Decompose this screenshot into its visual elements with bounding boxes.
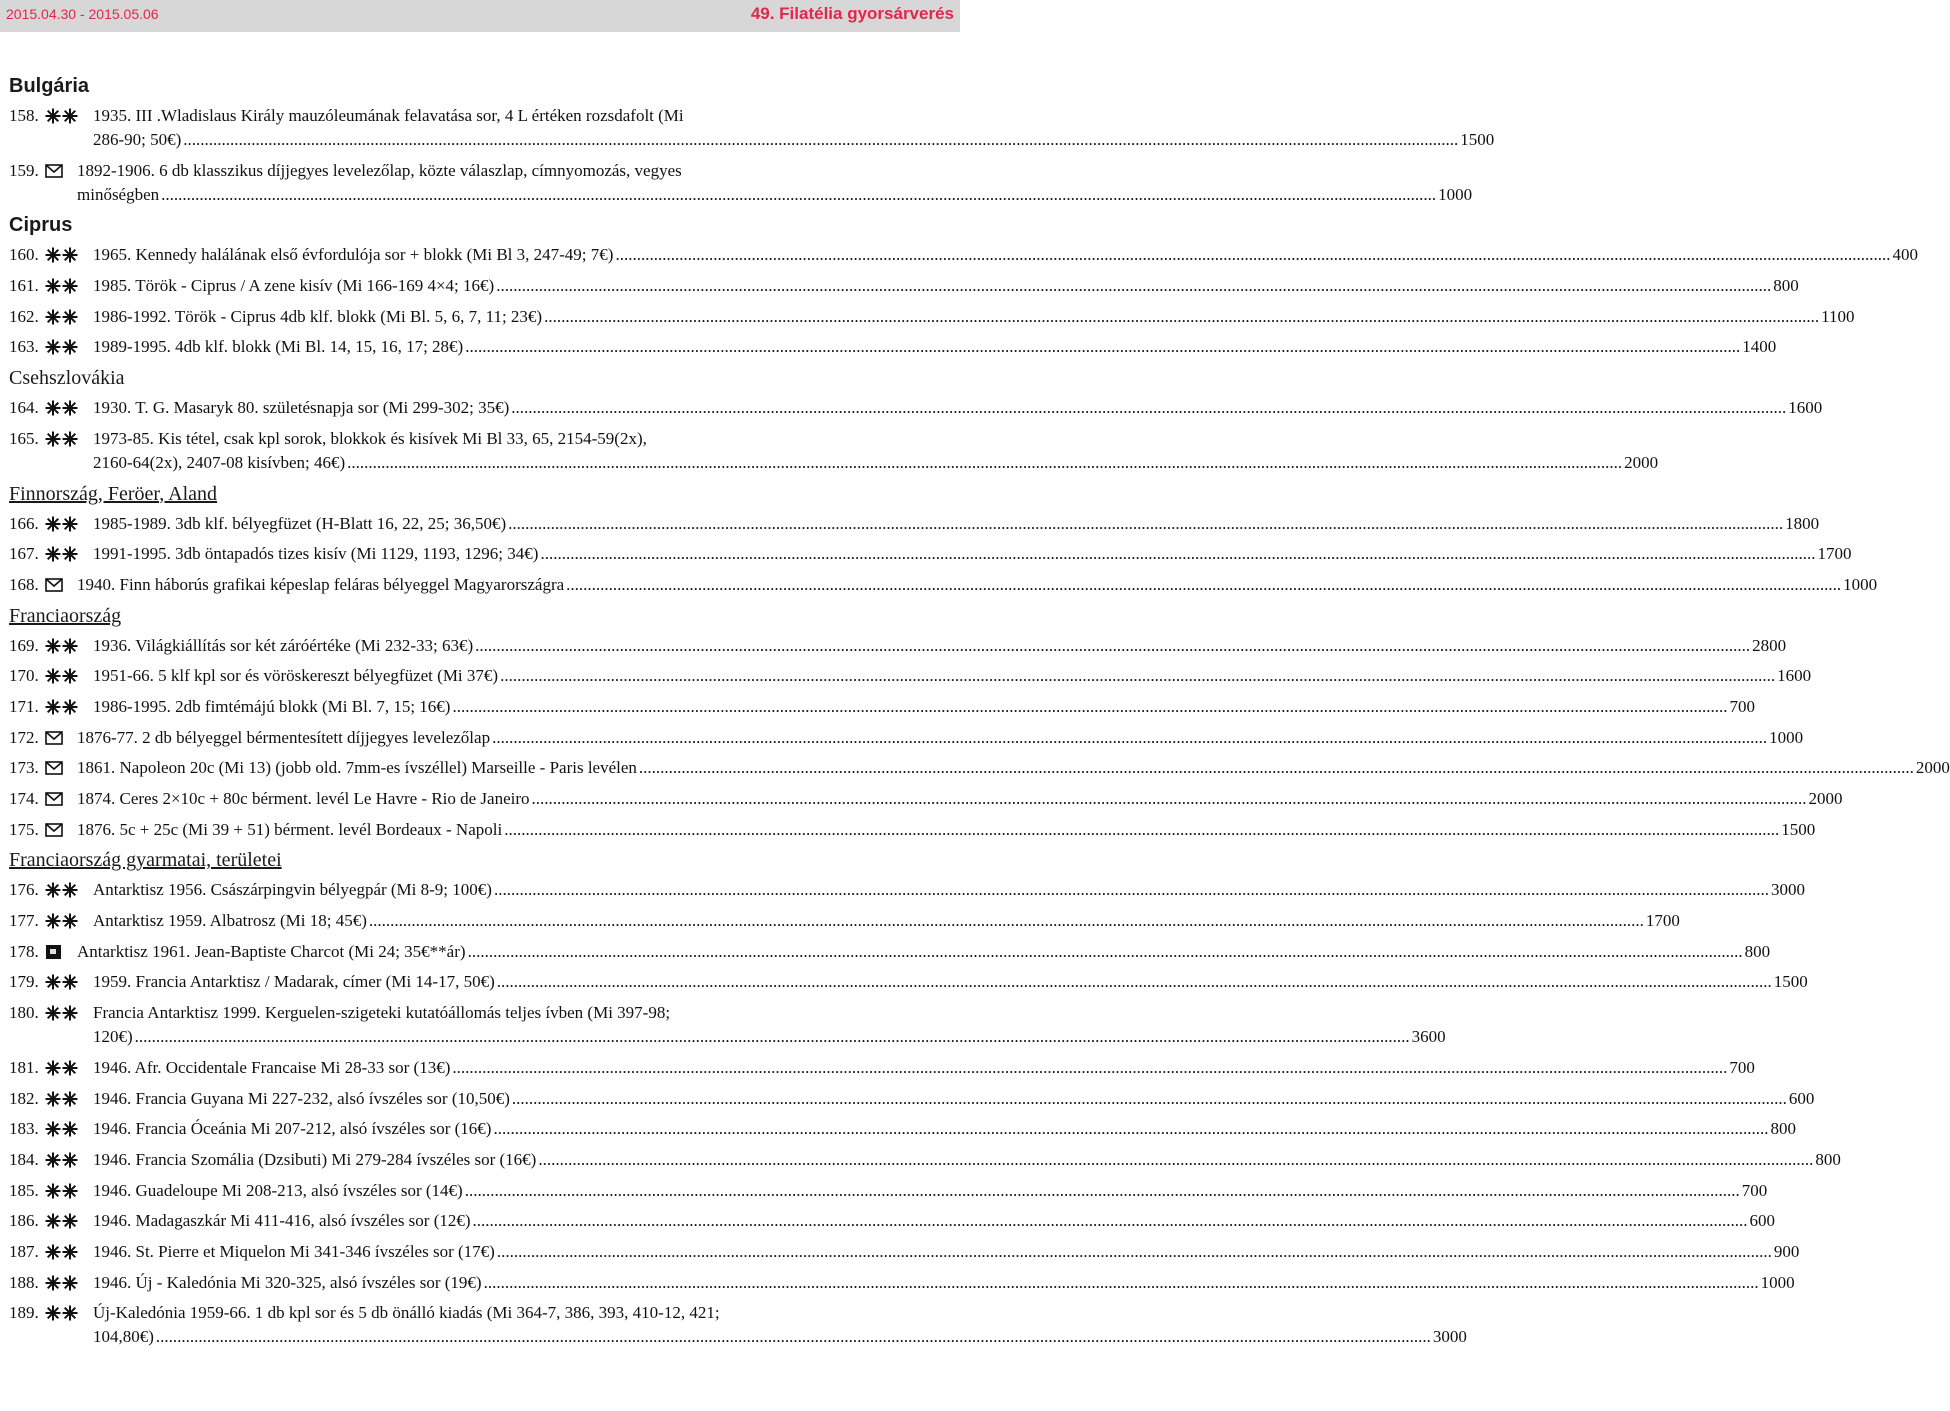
lot-price: 600 — [1788, 1088, 1815, 1108]
lot-description-line: 1946. Francia Szomália (Dzsibuti) Mi 279-284 ívszéles sor (16€) — [93, 1149, 537, 1169]
lot-number: 170. — [9, 666, 39, 686]
dot-leader: ............................................................................................................................................................................................................................................................................................................ — [508, 513, 1784, 533]
double-star-icon — [45, 1182, 79, 1200]
lot-price: 800 — [1744, 941, 1771, 961]
lot-description-line: 1965. Kennedy halálának első évfordulója sor + blokk (Mi Bl 3, 247-49; 7€) — [93, 245, 614, 265]
lot-item — [9, 664, 1812, 688]
lot-price: 3000 — [1432, 1327, 1467, 1347]
lot-number: 164. — [9, 398, 39, 418]
lot-number: 160. — [9, 245, 39, 265]
lot-price: 1500 — [1460, 130, 1495, 149]
double-star-icon — [45, 881, 79, 899]
lot-description-line: 1876-77. 2 db bélyeggel bérmentesített díjjegyes levelezőlap — [77, 727, 491, 747]
double-star-icon — [45, 637, 79, 655]
lot-item — [9, 787, 1843, 811]
dot-leader: ............................................................................................................................................................................................................................................................................................................ — [638, 758, 1914, 778]
lot-number: 168. — [9, 574, 39, 594]
dot-leader: ............................................................................................................................................................................................................................................................................................................ — [183, 130, 1459, 149]
lot-description-line: 1861. Napoleon 20c (Mi 13) (jobb old. 7mm-es ívszéllel) Marseille - Paris levélen — [77, 758, 637, 778]
dot-leader: ............................................................................................................................................................................................................................................................................................................ — [161, 184, 1437, 204]
lot-item — [9, 243, 1918, 267]
lot-item — [9, 104, 1495, 152]
lot-number: 169. — [9, 635, 39, 655]
double-star-icon — [45, 338, 79, 356]
lot-description-line: Antarktisz 1956. Császárpingvin bélyegpár (Mi 8-9; 100€) — [93, 880, 492, 900]
dot-leader: ............................................................................................................................................................................................................................................................................................................ — [347, 452, 1623, 472]
lot-price: 1500 — [1781, 819, 1816, 839]
lot-number: 185. — [9, 1180, 39, 1200]
lot-number: 165. — [9, 428, 39, 448]
lot-item — [9, 1301, 1467, 1349]
dot-leader: ............................................................................................................................................................................................................................................................................................................ — [467, 941, 1743, 961]
lot-description-line: 1989-1995. 4db klf. blokk (Mi Bl. 14, 15, 16, 17; 28€) — [93, 337, 464, 357]
lot-description-line: 1946. Madagaszkár Mi 411-416, alsó ívszéles sor (12€) — [93, 1211, 471, 1231]
double-star-icon — [45, 515, 79, 533]
dot-leader: ............................................................................................................................................................................................................................................................................................................ — [496, 276, 1772, 296]
dot-leader: ............................................................................................................................................................................................................................................................................................................ — [500, 666, 1776, 686]
lot-number: 189. — [9, 1303, 39, 1323]
lot-price: 800 — [1770, 1119, 1796, 1139]
lot-number: 176. — [9, 880, 39, 900]
dot-leader: ............................................................................................................................................................................................................................................................................................................ — [368, 911, 1644, 931]
lot-item — [9, 1056, 1755, 1080]
lot-number: 167. — [9, 544, 39, 564]
double-star-icon — [45, 1151, 79, 1169]
lot-item — [9, 305, 1855, 329]
lot-description-line: 1946. Új - Kaledónia Mi 320-325, alsó ívszéles sor (19€) — [93, 1272, 482, 1292]
double-star-icon — [45, 1304, 79, 1322]
lot-number: 179. — [9, 972, 39, 992]
lot-description-line: minőségben — [77, 184, 160, 204]
lot-description-line: 1959. Francia Antarktisz / Madarak, címer (Mi 14-17, 50€) — [93, 972, 495, 992]
lot-price: 1100 — [1821, 306, 1855, 326]
envelope-icon — [45, 759, 63, 777]
section-title: Finnország, Feröer, Aland — [9, 482, 218, 505]
double-star-icon — [45, 1059, 79, 1077]
double-star-icon — [45, 277, 79, 295]
lot-number: 173. — [9, 758, 39, 778]
dot-leader: ............................................................................................................................................................................................................................................................................................................ — [452, 696, 1728, 716]
lot-item — [9, 1148, 1841, 1172]
catalog-content — [9, 74, 1950, 1356]
double-star-icon — [45, 1243, 79, 1261]
double-star-icon — [45, 545, 79, 563]
double-star-icon — [45, 912, 79, 930]
lot-description-line: 1946. St. Pierre et Miquelon Mi 341-346 ívszéles sor (17€) — [93, 1241, 495, 1261]
dot-leader: ............................................................................................................................................................................................................................................................................................................ — [464, 1180, 1740, 1200]
double-star-icon — [45, 1004, 79, 1022]
lot-description-line: 1892-1906. 6 db klasszikus díjjegyes levelezőlap, közte válaszlap, címnyomozás, vegyes — [77, 160, 682, 180]
double-star-icon — [45, 973, 79, 991]
double-star-icon — [45, 107, 79, 125]
lot-item — [9, 695, 1755, 719]
lot-price: 1400 — [1742, 337, 1777, 357]
lot-item — [9, 159, 1473, 207]
section-title: Franciaország — [9, 604, 122, 627]
dot-leader: ............................................................................................................................................................................................................................................................................................................ — [475, 635, 1751, 655]
lot-item — [9, 573, 1878, 597]
lot-price: 1700 — [1645, 911, 1680, 931]
lot-item — [9, 1087, 1815, 1111]
lot-number: 158. — [9, 106, 39, 125]
lot-price: 1600 — [1788, 398, 1823, 418]
lot-price: 1600 — [1777, 666, 1812, 686]
lot-price: 3600 — [1411, 1027, 1446, 1047]
dot-leader: ............................................................................................................................................................................................................................................................................................................ — [531, 789, 1807, 808]
dot-leader: ............................................................................................................................................................................................................................................................................................................ — [538, 1149, 1814, 1169]
dot-leader: ............................................................................................................................................................................................................................................................................................................ — [134, 1027, 1410, 1047]
lot-description-line: 1991-1995. 3db öntapadós tizes kisív (Mi 1129, 1193, 1296; 34€) — [93, 544, 539, 564]
double-star-icon — [45, 1090, 79, 1108]
lot-description-line: 1876. 5c + 25c (Mi 39 + 51) bérment. levél Bordeaux - Napoli — [77, 819, 503, 839]
section-title: Franciaország gyarmatai, területei — [9, 849, 282, 872]
dot-leader: ............................................................................................................................................................................................................................................................................................................ — [465, 337, 1741, 357]
lot-price: 1800 — [1785, 513, 1820, 533]
lot-item — [9, 1240, 1800, 1264]
lot-item — [9, 970, 1808, 994]
lot-number: 174. — [9, 789, 39, 808]
lot-item — [9, 1271, 1795, 1295]
lot-description-line: 104,80€) — [93, 1327, 154, 1347]
lot-item — [9, 909, 1680, 933]
double-star-icon — [45, 308, 79, 326]
dot-leader: ............................................................................................................................................................................................................................................................................................................ — [472, 1211, 1748, 1231]
dot-leader: ............................................................................................................................................................................................................................................................................................................ — [492, 727, 1768, 747]
dot-leader: ............................................................................................................................................................................................................................................................................................................ — [511, 1088, 1787, 1108]
lot-price: 2000 — [1624, 452, 1659, 472]
section-title: Ciprus — [9, 214, 73, 237]
dot-leader: ............................................................................................................................................................................................................................................................................................................ — [493, 1119, 1769, 1139]
lot-description-line: 1951-66. 5 klf kpl sor és vöröskereszt bélyegfüzet (Mi 37€) — [93, 666, 499, 686]
dot-leader: ............................................................................................................................................................................................................................................................................................................ — [452, 1057, 1728, 1077]
lot-item — [9, 634, 1787, 658]
lot-number: 183. — [9, 1119, 39, 1139]
lot-description-line: 120€) — [93, 1027, 133, 1047]
lot-description-line: 1946. Francia Óceánia Mi 207-212, alsó ívszéles sor (16€) — [93, 1119, 492, 1139]
lot-item — [9, 396, 1823, 420]
header-title: 49. Filatélia gyorsárverés — [750, 4, 954, 23]
lot-item — [9, 1179, 1768, 1203]
lot-price: 800 — [1815, 1149, 1841, 1169]
lot-item — [9, 818, 1816, 842]
dot-leader: ............................................................................................................................................................................................................................................................................................................ — [155, 1327, 1431, 1347]
lot-number: 177. — [9, 911, 39, 931]
envelope-icon — [45, 729, 63, 747]
lot-description-line: 1973-85. Kis tétel, csak kpl sorok, blokkok és kisívek Mi Bl 33, 65, 2154-59(2x), — [93, 428, 647, 448]
lot-number: 166. — [9, 513, 39, 533]
lot-price: 2800 — [1752, 635, 1787, 655]
lot-price: 1500 — [1773, 972, 1808, 992]
lot-description-line: 1985-1989. 3db klf. bélyegfüzet (H-Blatt 16, 22, 25; 36,50€) — [93, 513, 507, 533]
lot-number: 171. — [9, 696, 39, 716]
lot-number: 161. — [9, 276, 39, 296]
dot-leader: ............................................................................................................................................................................................................................................................................................................ — [544, 306, 1820, 326]
lot-item — [9, 1117, 1796, 1141]
lot-number: 187. — [9, 1241, 39, 1261]
lot-item — [9, 756, 1950, 780]
lot-price: 2000 — [1915, 758, 1950, 778]
lot-description-line: 1874. Ceres 2×10c + 80c bérment. levél Le Havre - Rio de Janeiro — [77, 789, 530, 808]
lot-description-line: 1936. Világkiállítás sor két záróértéke (Mi 232-33; 63€) — [93, 635, 474, 655]
lot-description-line: 1986-1992. Török - Ciprus 4db klf. blokk (Mi Bl. 5, 6, 7, 11; 23€) — [93, 306, 543, 326]
lot-description-line: 1986-1995. 2db fimtémájú blokk (Mi Bl. 7, 15; 16€) — [93, 696, 451, 716]
lot-number: 181. — [9, 1057, 39, 1077]
lot-price: 1700 — [1817, 544, 1852, 564]
lot-description-line: Antarktisz 1961. Jean-Baptiste Charcot (Mi 24; 35€**ár) — [77, 941, 466, 961]
lot-number: 162. — [9, 306, 39, 326]
lot-price: 2000 — [1808, 789, 1843, 808]
lot-price: 700 — [1729, 696, 1755, 716]
lot-price: 600 — [1749, 1211, 1776, 1231]
lot-description-line: 2160-64(2x), 2407-08 kisívben; 46€) — [93, 452, 346, 472]
lot-item — [9, 940, 1771, 964]
lot-description-line: 1985. Török - Ciprus / A zene kisív (Mi 166-169 4×4; 16€) — [93, 276, 495, 296]
lot-item — [9, 512, 1820, 536]
lot-number: 172. — [9, 727, 39, 747]
section-title: Csehszlovákia — [9, 367, 125, 390]
lot-number: 180. — [9, 1003, 39, 1023]
lot-description-line: Új-Kaledónia 1959-66. 1 db kpl sor és 5 db önálló kiadás (Mi 364-7, 386, 393, 410-12, 421; — [93, 1303, 720, 1323]
envelope-icon — [45, 821, 63, 839]
double-star-icon — [45, 1212, 79, 1230]
lot-number: 178. — [9, 941, 39, 961]
lot-price: 900 — [1773, 1241, 1800, 1261]
lot-item — [9, 335, 1777, 359]
lot-number: 182. — [9, 1088, 39, 1108]
lot-description-line: 1946. Afr. Occidentale Francaise Mi 28-33 sor (13€) — [93, 1057, 451, 1077]
header-date-range: 2015.04.30 - 2015.05.06 — [6, 6, 159, 22]
lot-item — [9, 542, 1852, 566]
lot-number: 175. — [9, 819, 39, 839]
double-star-icon — [45, 667, 79, 685]
lot-description-line: Antarktisz 1959. Albatrosz (Mi 18; 45€) — [93, 911, 367, 931]
dot-leader: ............................................................................................................................................................................................................................................................................................................ — [540, 544, 1816, 564]
lot-price: 700 — [1741, 1180, 1768, 1200]
lot-number: 186. — [9, 1211, 39, 1231]
page-header — [0, 0, 960, 32]
lot-number: 184. — [9, 1149, 39, 1169]
double-star-icon — [45, 1120, 79, 1138]
lot-price: 3000 — [1770, 880, 1805, 900]
double-star-icon — [45, 1274, 79, 1292]
lot-price: 1000 — [1760, 1272, 1795, 1292]
envelope-icon — [45, 576, 63, 594]
lot-number: 188. — [9, 1272, 39, 1292]
lot-item — [9, 427, 1659, 475]
double-star-icon — [45, 698, 79, 716]
lot-description-line: 1946. Guadeloupe Mi 208-213, alsó ívszéles sor (14€) — [93, 1180, 463, 1200]
lot-description-line: 1940. Finn háborús grafikai képeslap feláras bélyeggel Magyarországra — [77, 574, 565, 594]
envelope-icon — [45, 162, 63, 180]
lot-number: 163. — [9, 337, 39, 357]
lot-price: 1000 — [1438, 184, 1473, 204]
dot-leader: ............................................................................................................................................................................................................................................................................................................ — [496, 972, 1772, 992]
black-square-icon — [45, 943, 63, 961]
dot-leader: ............................................................................................................................................................................................................................................................................................................ — [504, 819, 1780, 839]
dot-leader: ............................................................................................................................................................................................................................................................................................................ — [615, 245, 1891, 265]
lot-description-line: 1946. Francia Guyana Mi 227-232, alsó ívszéles sor (10,50€) — [93, 1088, 510, 1108]
double-star-icon — [45, 430, 79, 448]
lot-number: 159. — [9, 160, 39, 180]
dot-leader: ............................................................................................................................................................................................................................................................................................................ — [511, 398, 1787, 418]
lot-item — [9, 878, 1805, 902]
dot-leader: ............................................................................................................................................................................................................................................................................................................ — [566, 574, 1842, 594]
lot-description-line: 286-90; 50€) — [93, 130, 182, 149]
lot-price: 700 — [1729, 1057, 1755, 1077]
lot-price: 1000 — [1843, 574, 1878, 594]
dot-leader: ............................................................................................................................................................................................................................................................................................................ — [483, 1272, 1759, 1292]
dot-leader: ............................................................................................................................................................................................................................................................................................................ — [493, 880, 1769, 900]
lot-price: 1000 — [1769, 727, 1804, 747]
lot-item — [9, 1209, 1776, 1233]
lot-price: 400 — [1892, 245, 1918, 265]
double-star-icon — [45, 246, 79, 264]
lot-description-line: Francia Antarktisz 1999. Kerguelen-szigeteki kutatóállomás teljes ívben (Mi 397-98; — [93, 1003, 671, 1023]
lot-description-line: 1930. T. G. Masaryk 80. születésnapja sor (Mi 299-302; 35€) — [93, 398, 510, 418]
double-star-icon — [45, 399, 79, 417]
lot-description-line: 1935. III .Wladislaus Király mauzóleumának felavatása sor, 4 L értéken rozsdafolt (Mi — [93, 106, 684, 125]
lot-item — [9, 1001, 1446, 1049]
envelope-icon — [45, 790, 63, 808]
lot-item — [9, 274, 1799, 298]
section-title: Bulgária — [9, 75, 90, 97]
lot-price: 800 — [1773, 276, 1799, 296]
dot-leader: ............................................................................................................................................................................................................................................................................................................ — [496, 1241, 1772, 1261]
lot-item — [9, 726, 1804, 750]
